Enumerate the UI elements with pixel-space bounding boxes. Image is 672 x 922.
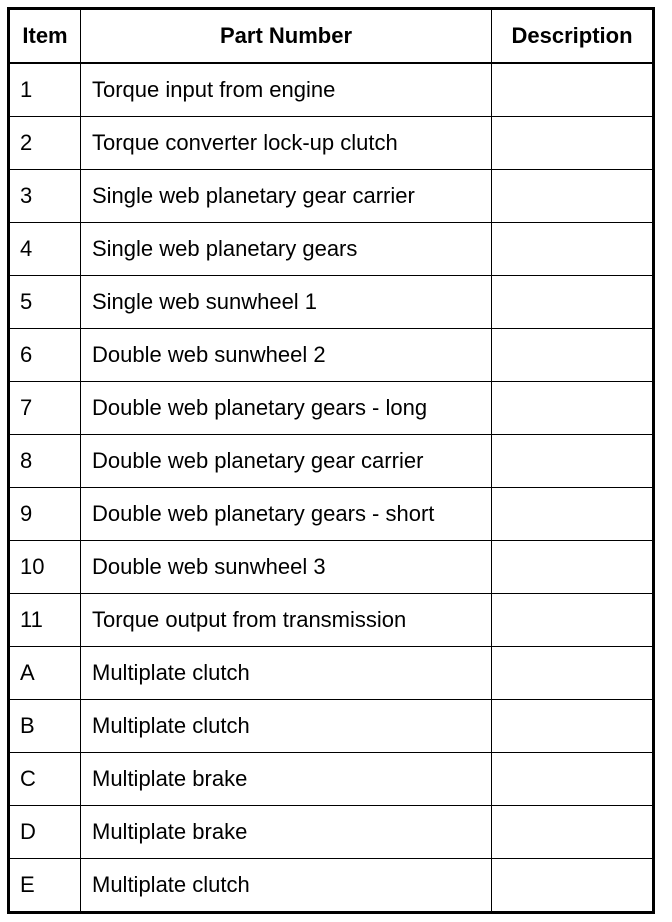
cell-part-number: Multiplate brake: [81, 753, 492, 806]
table-row: [9, 859, 654, 913]
cell-description: [492, 223, 654, 276]
table-row: [9, 276, 654, 329]
cell-description: [492, 700, 654, 753]
cell-description: [492, 435, 654, 488]
cell-part-number: Single web planetary gears: [81, 223, 492, 276]
cell-part-number: Single web sunwheel 1: [81, 276, 492, 329]
cell-description: [492, 806, 654, 859]
cell-description: [492, 594, 654, 647]
cell-description: [492, 117, 654, 170]
cell-description: [492, 753, 654, 806]
cell-part-number: Double web planetary gears - long: [81, 382, 492, 435]
cell-item: 8: [9, 435, 81, 488]
cell-item: 11: [9, 594, 81, 647]
cell-item: D: [9, 806, 81, 859]
table-row: [9, 329, 654, 382]
cell-item: 10: [9, 541, 81, 594]
cell-part-number: Torque output from transmission: [81, 594, 492, 647]
table-row: [9, 117, 654, 170]
cell-item: B: [9, 700, 81, 753]
cell-part-number: Double web planetary gear carrier: [81, 435, 492, 488]
table-row: [9, 541, 654, 594]
header-part-number: Part Number: [81, 9, 492, 64]
table-row: [9, 435, 654, 488]
cell-description: [492, 276, 654, 329]
table-row: [9, 488, 654, 541]
cell-item: 1: [9, 63, 81, 117]
cell-item: 9: [9, 488, 81, 541]
cell-description: [492, 541, 654, 594]
cell-item: C: [9, 753, 81, 806]
table-row: [9, 594, 654, 647]
cell-description: [492, 63, 654, 117]
cell-part-number: Torque input from engine: [81, 63, 492, 117]
table-row: [9, 63, 654, 117]
cell-description: [492, 859, 654, 913]
cell-part-number: Multiplate clutch: [81, 700, 492, 753]
cell-item: 3: [9, 170, 81, 223]
cell-item: 5: [9, 276, 81, 329]
cell-item: 7: [9, 382, 81, 435]
cell-description: [492, 488, 654, 541]
cell-part-number: Double web sunwheel 3: [81, 541, 492, 594]
cell-description: [492, 329, 654, 382]
header-item: Item: [9, 9, 81, 64]
cell-description: [492, 170, 654, 223]
cell-part-number: Torque converter lock-up clutch: [81, 117, 492, 170]
cell-item: A: [9, 647, 81, 700]
parts-table: [7, 7, 655, 914]
table-row: [9, 382, 654, 435]
cell-part-number: Multiplate brake: [81, 806, 492, 859]
cell-part-number: Multiplate clutch: [81, 647, 492, 700]
cell-part-number: Multiplate clutch: [81, 859, 492, 913]
header-description: Description: [492, 9, 654, 64]
table-body: [9, 63, 654, 913]
cell-description: [492, 382, 654, 435]
cell-part-number: Single web planetary gear carrier: [81, 170, 492, 223]
table-row: [9, 753, 654, 806]
cell-item: E: [9, 859, 81, 913]
table-row: [9, 223, 654, 276]
table-header-row: [9, 9, 654, 64]
table-row: [9, 700, 654, 753]
table-row: [9, 806, 654, 859]
cell-item: 4: [9, 223, 81, 276]
cell-item: 6: [9, 329, 81, 382]
cell-item: 2: [9, 117, 81, 170]
table-row: [9, 170, 654, 223]
table-row: [9, 647, 654, 700]
cell-part-number: Double web sunwheel 2: [81, 329, 492, 382]
cell-description: [492, 647, 654, 700]
cell-part-number: Double web planetary gears - short: [81, 488, 492, 541]
